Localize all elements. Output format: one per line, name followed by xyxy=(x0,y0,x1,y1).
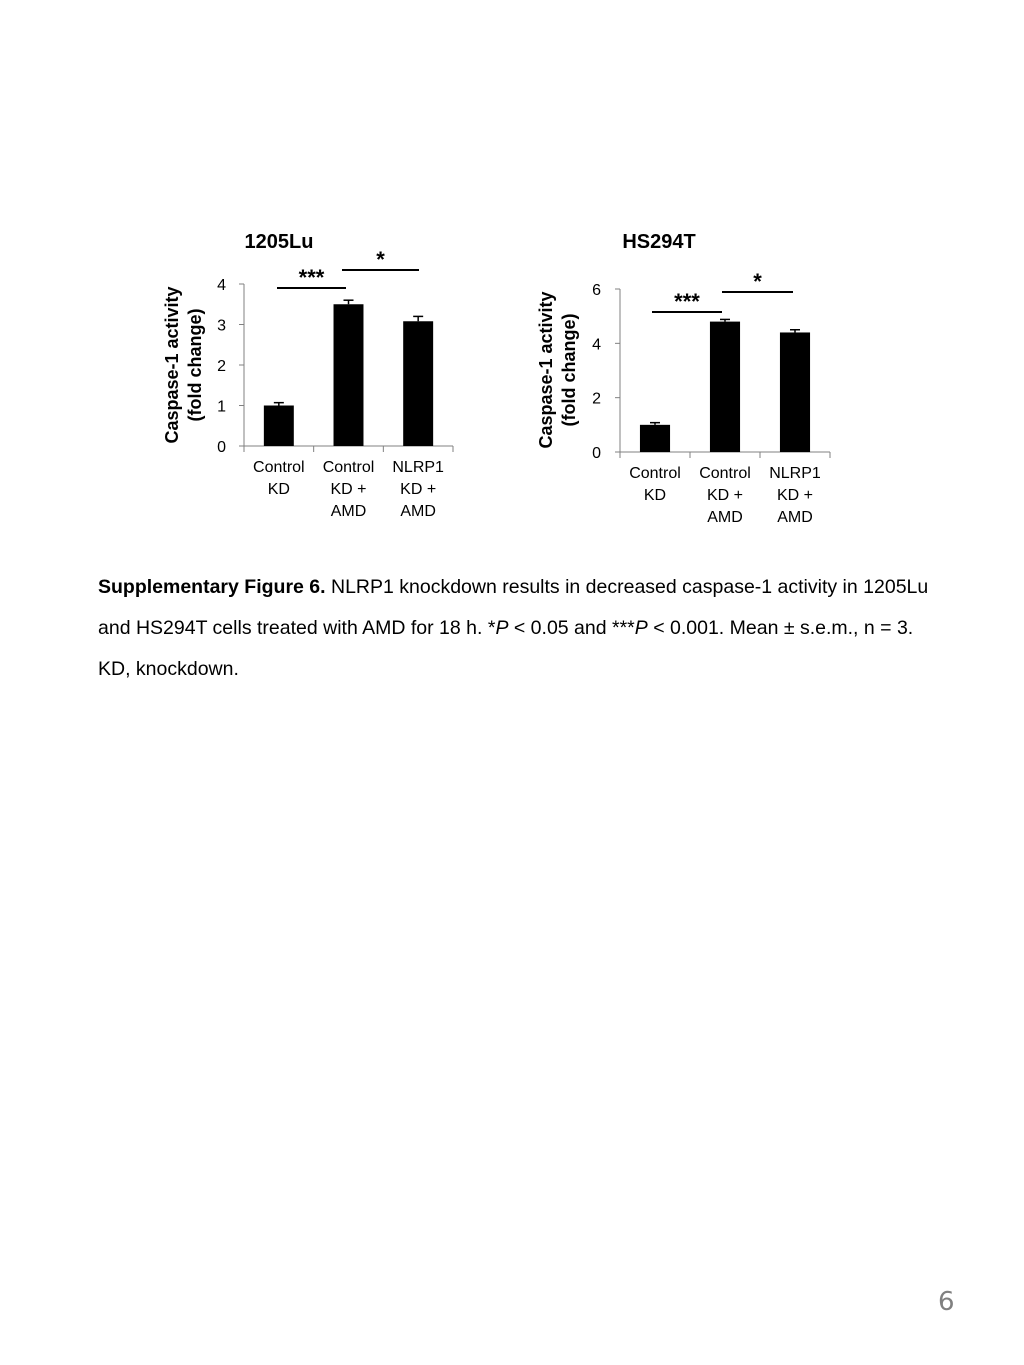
caption-p-1: P xyxy=(495,617,509,639)
chart2-bar-2 xyxy=(780,332,810,452)
chart2-category-label-1-1: KD + xyxy=(706,487,744,504)
chart2-ytick-label-2: 4 xyxy=(592,336,601,354)
chart1-ytick-label-2: 2 xyxy=(217,358,226,375)
figure-charts xyxy=(0,0,1024,560)
chart1-category-label-2-1: KD + xyxy=(400,481,437,498)
chart2-ytick-label-3: 6 xyxy=(592,282,601,299)
chart1-significance-label-1: * xyxy=(376,247,385,272)
caption-text-3: < 0.001. Mean ± s.e.m., n = 3. KD, knockdown. xyxy=(98,617,914,680)
chart1-category-label-0-0: Control xyxy=(253,459,305,476)
chart1-ylabel: Caspase-1 activity xyxy=(162,286,182,444)
chart1-category-label-1-2: AMD xyxy=(330,503,367,520)
chart2-bar-1 xyxy=(710,322,740,452)
chart1-significance-label-0: *** xyxy=(298,265,325,290)
chart1-ytick-label-1: 1 xyxy=(217,398,226,416)
chart2-ytick-label-0: 0 xyxy=(592,445,601,462)
chart2-ytick-label-1: 2 xyxy=(592,390,601,408)
chart1-category-label-1-1: KD + xyxy=(330,481,367,498)
chart2-category-label-1-0: Control xyxy=(699,465,751,482)
chart2-category-label-2-2: AMD xyxy=(777,509,813,526)
caption-label: Supplementary Figure 6. xyxy=(98,576,326,598)
chart2-category-label-0-0: Control xyxy=(629,465,681,482)
chart2-ylabel-2: (fold change) xyxy=(559,313,579,427)
chart2-ylabel: Caspase-1 activity xyxy=(536,291,556,449)
chart1-ytick-label-4: 4 xyxy=(217,277,226,294)
page-number: 6 xyxy=(938,1287,955,1317)
chart1-ylabel-2: (fold change) xyxy=(185,308,205,422)
chart1-ytick-label-3: 3 xyxy=(217,317,226,335)
chart2-category-label-2-0: NLRP1 xyxy=(769,465,821,482)
chart1-bar-1 xyxy=(334,304,364,446)
caption-text-1: NLRP1 knockdown results in decreased caspase-1 activity in 1205Lu and HS294T cells treated with AMD for 18 h. * xyxy=(98,576,929,639)
caption-text-2: < 0.05 and *** xyxy=(508,617,635,639)
chart1-category-label-2-2: AMD xyxy=(400,503,436,520)
chart2-category-label-0-1: KD xyxy=(643,487,667,504)
chart1-ytick-label-0: 0 xyxy=(217,439,226,456)
chart2-significance-label-1: * xyxy=(753,269,762,294)
chart1-category-label-1-0: Control xyxy=(322,459,375,476)
chart2-significance-label-0: *** xyxy=(674,289,700,314)
chart2-bar-0 xyxy=(640,425,670,452)
chart2-title: HS294T xyxy=(622,231,696,253)
chart2-category-label-1-2: AMD xyxy=(707,509,743,526)
chart1-category-label-0-1: KD xyxy=(267,481,290,498)
chart1-bar-2 xyxy=(403,321,433,446)
chart2-category-label-2-1: KD + xyxy=(776,487,814,504)
figure-caption xyxy=(98,567,938,690)
chart1-bar-0 xyxy=(264,406,294,447)
chart1-category-label-2-0: NLRP1 xyxy=(392,459,444,476)
caption-p-2: P xyxy=(634,617,648,639)
chart1-title: 1205Lu xyxy=(244,231,314,253)
